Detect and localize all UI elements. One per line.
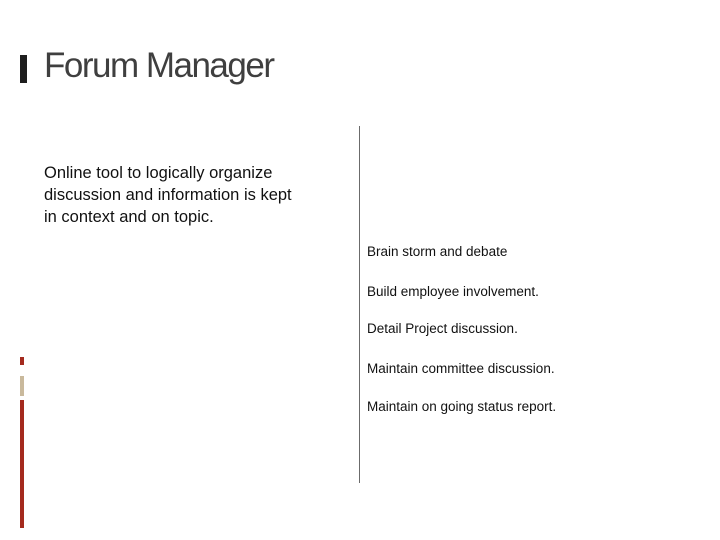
slide-title: Forum Manager: [44, 46, 274, 85]
description-line: discussion and information is kept: [44, 186, 292, 204]
feature-item: Detail Project discussion.: [367, 321, 518, 336]
accent-strip-tan: [20, 376, 24, 396]
slide-description: [44, 162, 354, 228]
feature-item: Build employee involvement.: [367, 284, 539, 299]
accent-strip-red-bottom: [20, 400, 24, 528]
feature-item: Maintain on going status report.: [367, 399, 557, 414]
vertical-divider: [359, 126, 360, 483]
accent-strip-red-top: [20, 357, 24, 365]
feature-item: Maintain committee discussion.: [367, 361, 555, 376]
title-bullet-marker: [20, 55, 27, 83]
feature-item: Brain storm and debate: [367, 244, 508, 259]
description-line: in context and on topic.: [44, 208, 214, 226]
description-line: Online tool to logically organize: [44, 164, 273, 182]
